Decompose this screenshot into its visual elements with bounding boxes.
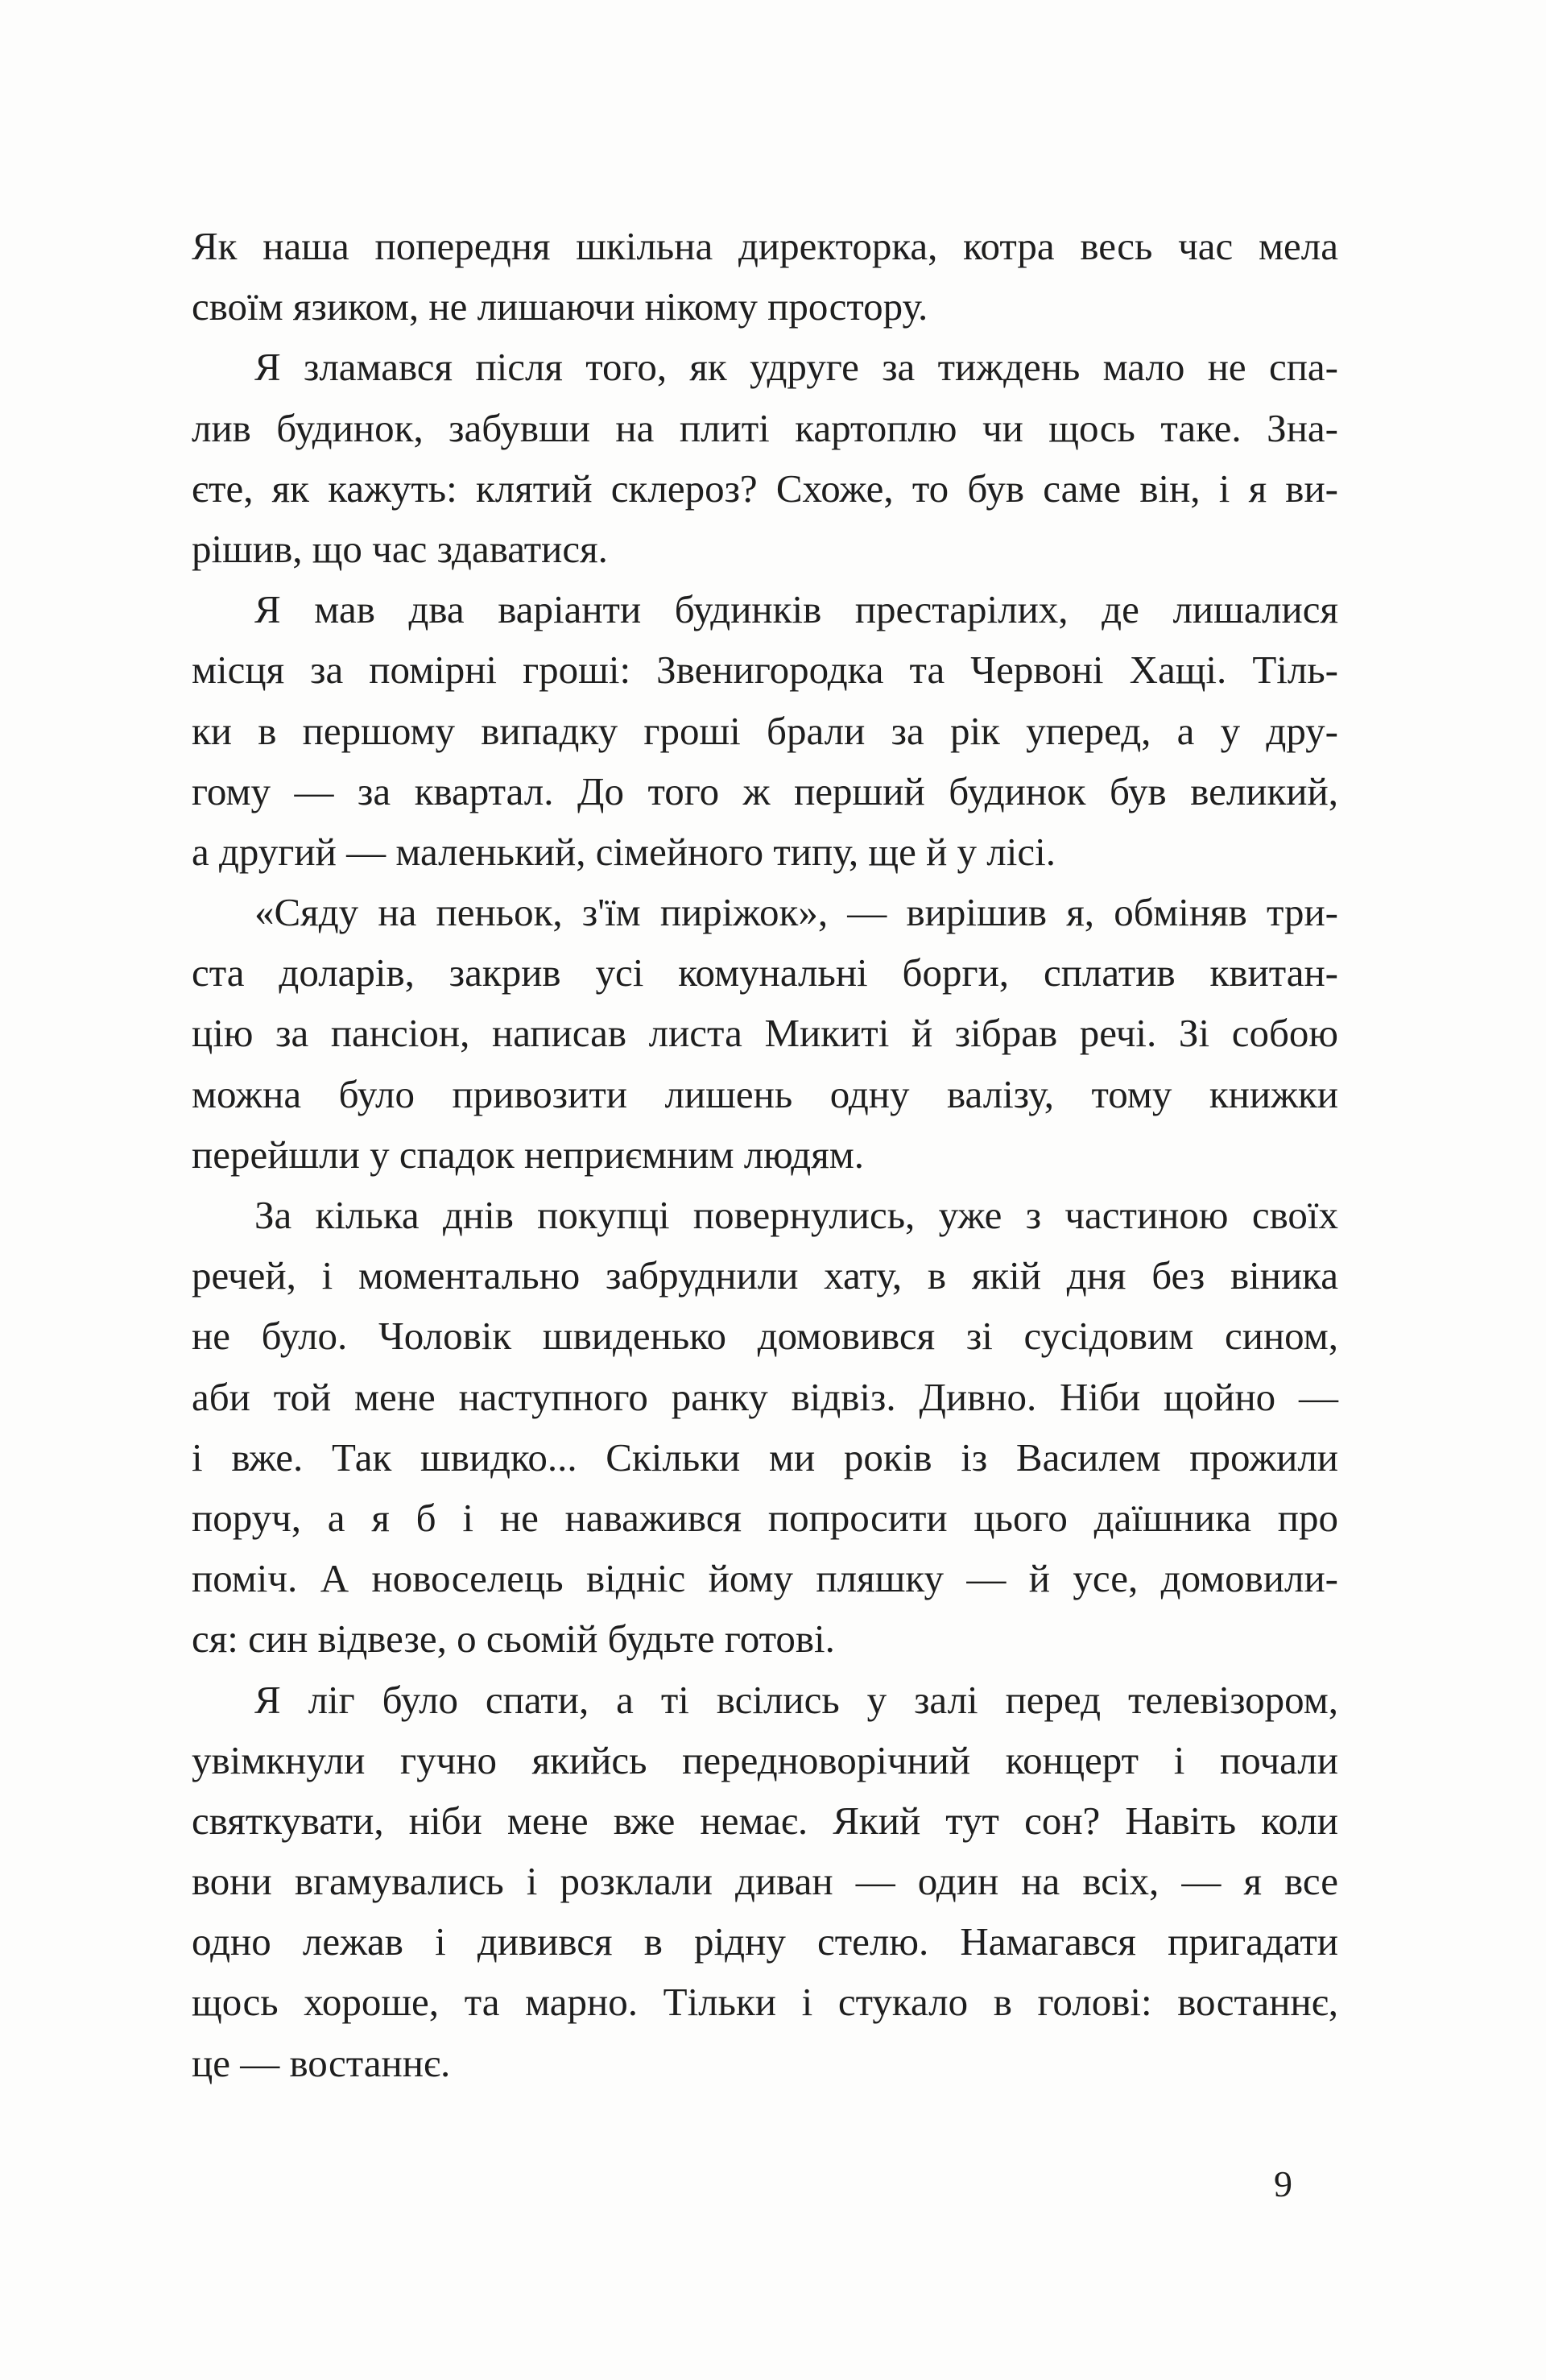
text-line: ся: син відвезе, о сьомій будьте готові. [192,1616,835,1662]
text-line: не було. Чоловік швиденько домовився зі сусідовим сином, [192,1314,1338,1359]
paragraph [192,1670,1338,2093]
text-line: перейшли у спадок неприємним людям. [192,1132,865,1177]
text-line: це — востаннє. [192,2040,451,2085]
text-line: одно лежав і дивився в рідну стелю. Намагався пригадати [192,1919,1338,1964]
text-line: Я зламався після того, як удруге за тиждень мало не спа- [254,345,1338,390]
text-line: гому — за квартал. До того ж перший будинок був великий, [192,768,1338,813]
text-line: своїм язиком, не лишаючи нікому простору. [192,284,928,329]
paragraph [192,579,1338,882]
text-line: рішив, що час здаватися. [192,526,608,571]
text-line: ста доларів, закрив усі комунальні борги, сплатив квитан- [192,950,1338,995]
text-line: увімкнули гучно якийсь передноворічний концерт і почали [192,1737,1338,1782]
paragraph [192,882,1338,1185]
text-line: За кілька днів покупці повернулись, уже з частиною своїх [254,1193,1338,1237]
text-line: святкувати, ніби мене вже немає. Який тут сон? Навіть коли [192,1798,1338,1843]
text-line: цію за пансіон, написав листа Микиті й зібрав речі. Зі собою [192,1011,1338,1056]
text-line: речей, і моментально забруднили хату, в якій дня без віника [192,1253,1338,1298]
page-number: 9 [1274,2163,1292,2204]
text-line: і вже. Так швидко... Скільки ми років із Василем прожили [192,1434,1338,1480]
text-line: вони вгамувались і розклали диван — один на всіх, — я все [192,1859,1338,1904]
text-line: лив будинок, забувши на плиті картоплю чи щось таке. Зна- [192,405,1338,450]
text-line: поруч, а я б і не наважився попросити цього даїшника про [192,1495,1338,1540]
text-line: щось хороше, та марно. Тільки і стукало в голові: востаннє, [192,1980,1338,2025]
text-line: єте, як кажуть: клятий склероз? Схоже, то був саме він, і я ви- [192,466,1338,511]
paragraph [192,337,1338,579]
text-line: а другий — маленький, сімейного типу, ще й у лісі. [192,829,1056,874]
body-text [192,216,1338,2093]
text-line: ки в першому випадку гроші брали за рік уперед, а у дру- [192,708,1338,753]
paragraph [192,1185,1338,1670]
paragraph [192,216,1338,337]
text-line: поміч. А новоселець відніс йому пляшку — й усе, домовили- [192,1556,1338,1601]
text-line: «Сяду на пеньок, з'їм пиріжок», — вирішив я, обміняв три- [254,890,1338,935]
text-line: можна було привозити лишень одну валізу, тому книжки [192,1071,1338,1116]
text-line: місця за помірні гроші: Звенигородка та Червоні Хащі. Тіль- [192,648,1338,693]
text-line: Я ліг було спати, а ті всілись у залі перед телевізором, [254,1677,1338,1722]
text-line: аби той мене наступного ранку відвіз. Дивно. Ніби щойно — [192,1374,1338,1419]
text-line: Як наша попередня шкільна директорка, котра весь час мела [192,224,1338,268]
text-line: Я мав два варіанти будинків престарілих, де лишалися [254,587,1338,632]
